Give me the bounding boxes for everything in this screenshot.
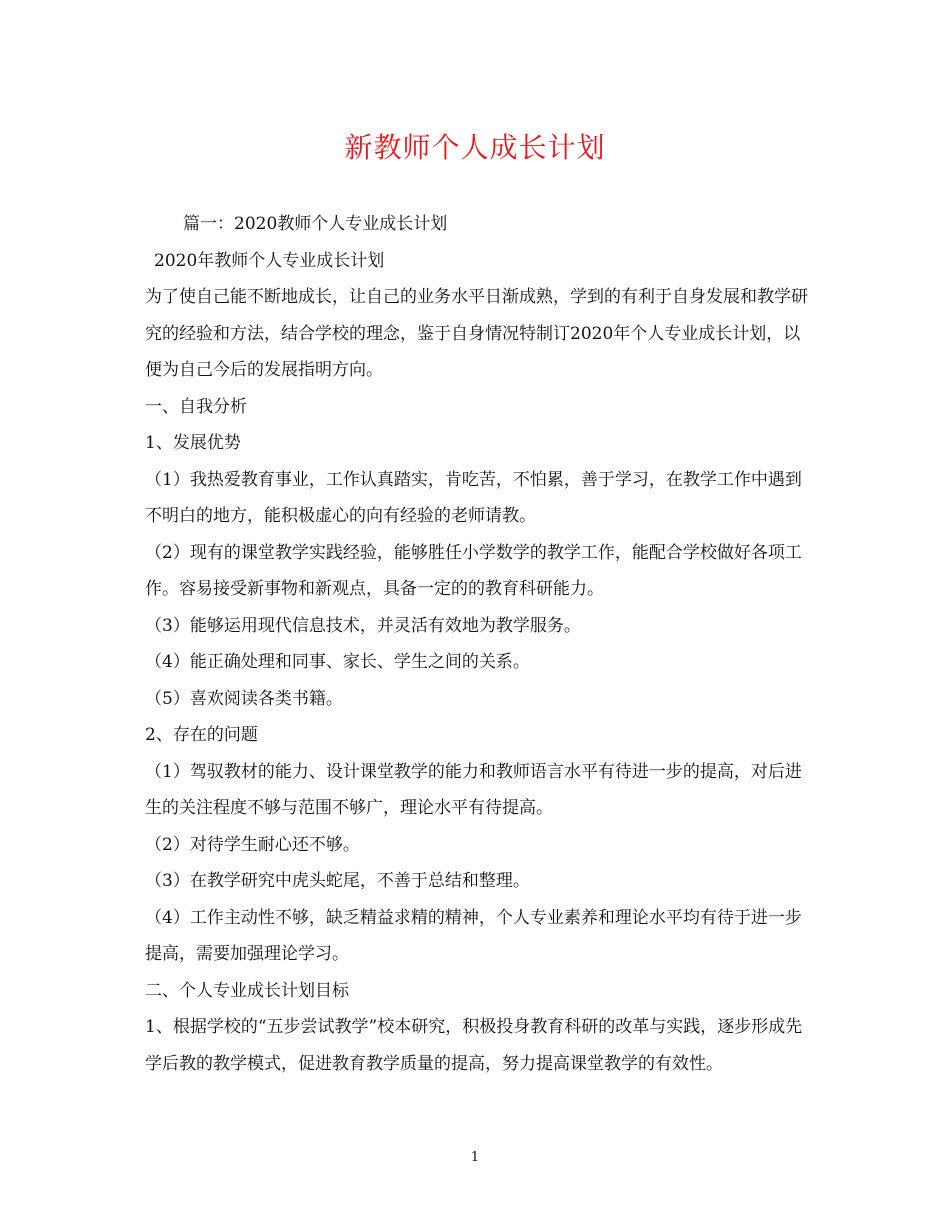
list-item-strength-1: （1）我热爱教育事业，工作认真踏实，肯吃苦，不怕累，善于学习，在教学工作中遇到不明白的地方，能积极虚心的向有经验的老师请教。 [145, 469, 802, 526]
paragraph-intro: 为了使自己能不断地成长，让自己的业务水平日渐成熟，学到的有利于自身发展和教学研究的经验和方法，结合学校的理念，鉴于自身情况特制订2020年个人专业成长计划，以便为自己今后的发展指明方向。 [145, 287, 808, 380]
subsection-heading-problems: 2、存在的问题 [145, 725, 258, 745]
subsection-heading-strengths: 1、发展优势 [145, 433, 241, 453]
list-item-problem-3: （3）在教学研究中虎头蛇尾，不善于总结和整理。 [145, 871, 530, 891]
list-item-problem-4: （4）工作主动性不够，缺乏精益求精的精神，个人专业素养和理论水平均有待于进一步提高，需要加强理论学习。 [145, 907, 802, 964]
section-heading-self-analysis: 一、自我分析 [145, 396, 247, 417]
list-item-strength-5: （5）喜欢阅读各类书籍。 [145, 688, 343, 709]
document-body [145, 206, 810, 1082]
list-item-problem-1: （1）驾驭教材的能力、设计课堂教学的能力和教师语言水平有待进一步的提高，对后进生的关注程度不够与范围不够广，理论水平有待提高。 [145, 761, 802, 818]
list-item-strength-3: （3）能够运用现代信息技术，并灵活有效地为教学服务。 [145, 615, 581, 636]
list-item-strength-2: （2）现有的课堂教学实践经验，能够胜任小学数学的教学工作，能配合学校做好各项工作。容易接受新事物和新观点，具备一定的的教育科研能力。 [145, 542, 802, 599]
paragraph-chapter-heading: 篇一：2020教师个人专业成长计划 [183, 214, 448, 234]
document-title: 新教师个人成长计划 [344, 131, 606, 164]
list-item-strength-4: （4）能正确处理和同事、家长、学生之间的关系。 [145, 652, 530, 672]
paragraph-plan-title: 2020年教师个人专业成长计划 [154, 250, 385, 271]
page-number: 1 [470, 1150, 480, 1165]
list-item-problem-2: （2）对待学生耐心还不够。 [145, 834, 360, 855]
section-heading-goals: 二、个人专业成长计划目标 [145, 980, 349, 1001]
list-item-goal-1: 1、根据学校的“五步尝试教学”校本研究，积极投身教育科研的改革与实践，逐步形成先学后教的教学模式，促进教育教学质量的提高，努力提高课堂教学的有效性。 [145, 1017, 803, 1074]
